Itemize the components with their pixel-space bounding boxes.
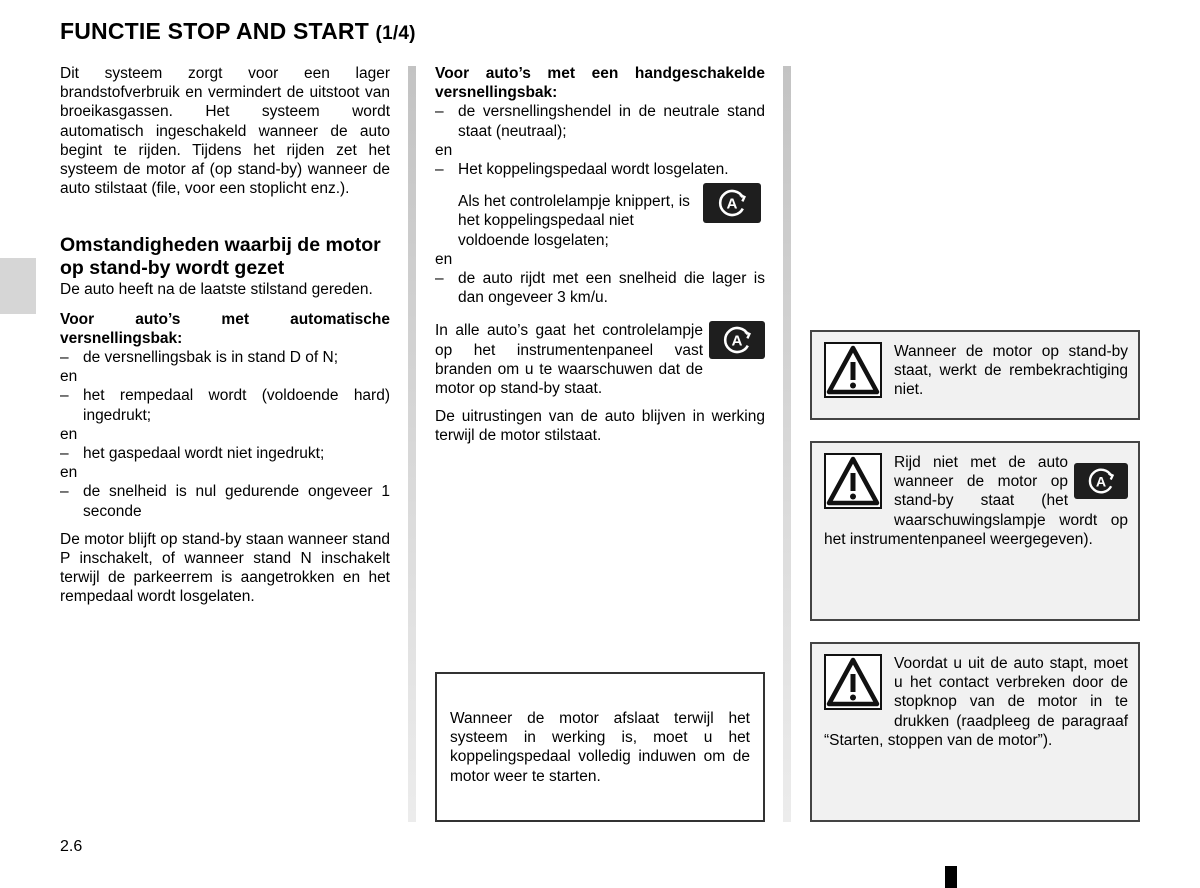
svg-text:A: A	[1095, 474, 1107, 491]
corner-mark	[945, 866, 957, 888]
closing-paragraph: De motor blijft op stand-by staan wanneer stand P inschakelt, of wanneer stand N inschakelt terwijl de parkeerrem is aangetrokken en het rempedaal wordt losgelaten.	[60, 530, 390, 606]
en-connector: en	[435, 250, 453, 268]
manual-heading: Voor auto’s met een handgeschakelde versnellingsbak:	[435, 65, 765, 102]
warning-text-after: wordt op het instrumentenpaneel weergegeven).	[824, 511, 1129, 548]
warning-box-driving	[810, 441, 1140, 621]
list-item: – het rempedaal wordt (voldoende hard) ingedrukt;	[60, 387, 390, 424]
blink-text-before: Als het controlelampje	[458, 193, 611, 211]
warning-text: Wanneer de motor op stand-by staat, werkt de rembekrachtiging niet.	[894, 343, 1128, 399]
title-text: FUNCTIE STOP AND START	[60, 18, 369, 44]
column-2	[435, 64, 765, 446]
list-item: – de versnellingshendel in de neutrale stand staat (neutraal);	[435, 103, 765, 140]
note-text: Wanneer de motor afslaat terwijl het systeem in werking is, moet u het koppelingspedaal volledig induwen om de motor weer te starten.	[450, 710, 750, 785]
page-number: 2.6	[60, 838, 83, 855]
lamp-text-after: op het instrumentenpaneel vast branden om u te waarschuwen dat de motor op stand-by staat.	[435, 341, 703, 398]
list-item: – de versnellingsbak is in stand D of N;	[60, 349, 339, 367]
warning-triangle-icon	[824, 342, 882, 398]
en-connector: en	[60, 368, 78, 386]
page-title	[60, 18, 416, 45]
svg-text:A: A	[731, 333, 743, 351]
en-connector: en	[60, 425, 78, 443]
warning-box-brakes	[810, 330, 1140, 420]
stop-start-warning-lamp-icon	[703, 183, 761, 223]
lamp-paragraph	[435, 321, 765, 398]
column-1	[60, 64, 390, 607]
section-tab	[0, 258, 36, 314]
blink-text-after: knippert, is het koppelingspedaal niet voldoende losgelaten;	[458, 193, 690, 249]
automatic-heading: Voor auto’s met automatische versnellingsbak:	[60, 310, 390, 347]
equipment-paragraph: De uitrustingen van de auto blijven in werking terwijl de motor stilstaat.	[435, 408, 765, 445]
stop-start-warning-lamp-icon	[1074, 463, 1128, 499]
column-divider-1	[408, 66, 416, 822]
note-box	[435, 672, 765, 822]
list-item: – het gaspedaal wordt niet ingedrukt;	[60, 445, 325, 463]
list-item: – Het koppelingspedaal wordt losgelaten.	[435, 161, 729, 179]
standby-heading: Omstandigheden waarbij de motor op stand-by wordt gezet	[60, 234, 381, 280]
warning-text: Voordat u uit de auto stapt, moet u het contact verbreken door de stopknop van de motor in te drukken (raadpleeg de paragraaf “Starten, stoppen van de motor”).	[824, 655, 1128, 749]
warning-triangle-icon	[824, 453, 882, 509]
intro-paragraph: Dit systeem zorgt voor een lager brandstofverbruik en vermindert de uitstoot van broeikasgassen. Het systeem wordt automatisch ingeschakeld wanneer de auto begint te rijden. Tijdens het rijden zet het systeem de motor af (op stand-by) wanneer de auto stilstaat (file, voor een stoplicht enz.).	[60, 65, 390, 198]
stop-start-warning-lamp-icon	[709, 321, 765, 359]
after-stop-text: De auto heeft na de laatste stilstand gereden.	[60, 281, 373, 299]
warning-box-exit	[810, 642, 1140, 822]
column-divider-2	[783, 66, 791, 822]
title-fraction: (1/4)	[375, 23, 416, 44]
warning-triangle-icon	[824, 654, 882, 710]
blink-note	[435, 192, 765, 250]
lamp-text-before: In alle auto’s gaat het controlelampje	[435, 322, 703, 340]
en-connector: en	[435, 141, 453, 159]
en-connector: en	[60, 464, 78, 482]
list-item: – de snelheid is nul gedurende ongeveer 1 seconde	[60, 483, 390, 520]
svg-text:A: A	[726, 195, 738, 213]
list-item: – de auto rijdt met een snelheid die lager is dan ongeveer 3 km/u.	[435, 270, 765, 307]
warning-text-before: Rijd niet met de auto wanneer de motor op stand-by staat (het waarschuwingslampje	[894, 454, 1068, 529]
